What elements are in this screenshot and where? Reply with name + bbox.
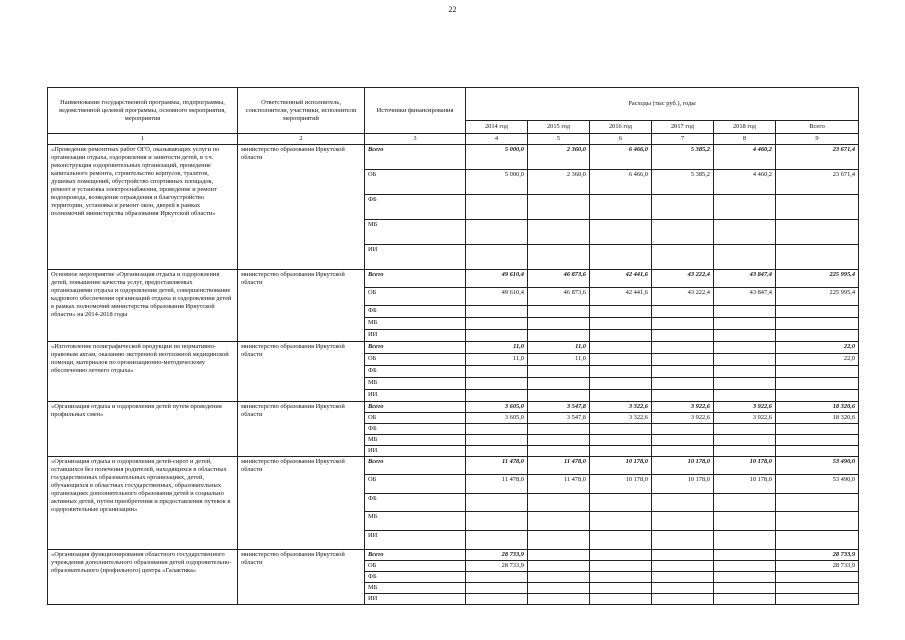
header-year-2015: 2015 год	[528, 121, 590, 134]
year-value: 5 000,0	[466, 145, 528, 170]
responsible-executor: министерство образования Иркутской области	[238, 550, 365, 605]
year-value: 10 178,0	[714, 457, 776, 475]
year-value	[652, 531, 714, 550]
year-value	[528, 561, 590, 572]
year-value	[590, 583, 652, 594]
year-value	[466, 366, 528, 378]
year-value: 28 733,9	[466, 561, 528, 572]
funding-source: ОБ	[365, 354, 466, 366]
year-value: 10 178,0	[714, 475, 776, 494]
responsible-executor: министерство образования Иркутской области	[238, 270, 365, 342]
year-value	[714, 195, 776, 220]
column-number: 1	[48, 134, 238, 145]
table-row	[48, 550, 859, 561]
table-row	[48, 270, 859, 288]
year-value	[466, 583, 528, 594]
activity-name: «Изготовление полиграфической продукции по нормативно-правовым актам, оказанию экстренной неотложной медицинской помощи, материалов по организационно-методическому обеспечению летнего отдыха»	[48, 342, 238, 402]
year-value	[528, 318, 590, 330]
responsible-executor: министерство образования Иркутской области	[238, 342, 365, 402]
year-value	[714, 306, 776, 318]
year-value	[466, 531, 528, 550]
year-value	[528, 572, 590, 583]
year-value	[714, 390, 776, 402]
year-value	[652, 594, 714, 605]
year-value	[652, 390, 714, 402]
year-value: 11 478,0	[466, 457, 528, 475]
year-value	[590, 446, 652, 457]
responsible-executor: министерство образования Иркутской области	[238, 457, 365, 550]
year-value	[714, 330, 776, 342]
funding-source: ИИ	[365, 245, 466, 270]
header-responsible: Ответственный исполнитель, соисполнители, участники, исполнители мероприятий	[238, 88, 365, 134]
year-value: 10 178,0	[652, 475, 714, 494]
year-value: 10 178,0	[590, 457, 652, 475]
total-value	[776, 330, 859, 342]
year-value	[652, 318, 714, 330]
funding-source: МБ	[365, 220, 466, 245]
total-value	[776, 512, 859, 531]
total-value	[776, 494, 859, 512]
year-value	[466, 195, 528, 220]
year-value	[528, 390, 590, 402]
year-value	[590, 424, 652, 435]
year-value: 3 605,0	[466, 413, 528, 424]
year-value	[714, 446, 776, 457]
total-value: 53 490,0	[776, 457, 859, 475]
total-value	[776, 583, 859, 594]
year-value: 2 360,0	[528, 145, 590, 170]
year-value: 46 873,6	[528, 270, 590, 288]
year-value	[528, 494, 590, 512]
total-value	[776, 424, 859, 435]
year-value	[714, 378, 776, 390]
year-value	[652, 494, 714, 512]
year-value	[590, 594, 652, 605]
total-value	[776, 531, 859, 550]
funding-source: ИИ	[365, 531, 466, 550]
funding-source: Всего	[365, 145, 466, 170]
year-value: 3 922,6	[714, 413, 776, 424]
year-value	[590, 330, 652, 342]
year-value	[466, 378, 528, 390]
total-value: 225 995,4	[776, 270, 859, 288]
funding-source: ФБ	[365, 306, 466, 318]
responsible-executor: министерство образования Иркутской области	[238, 145, 365, 270]
total-value: 23 671,4	[776, 170, 859, 195]
year-value	[528, 435, 590, 446]
year-value	[590, 378, 652, 390]
funding-source: Всего	[365, 457, 466, 475]
header-year-2017: 2017 год	[652, 121, 714, 134]
activity-name: «Организация функционирования областного государственного учреждения дополнительного образования детей оздоровительно-образовательного (профильного) центра «Галактика»	[48, 550, 238, 605]
year-value	[590, 531, 652, 550]
year-value: 46 873,6	[528, 288, 590, 306]
funding-source: Всего	[365, 270, 466, 288]
year-value	[466, 390, 528, 402]
funding-source: ИИ	[365, 390, 466, 402]
activity-name: «Проведение ремонтных работ ОГО, оказывающих услуги по организации отдыха, оздоровления и занятости детей, в т.ч. реконструкция оздоровительных организаций, проведение капитального ремонта, строительство корпусов, туалетов, душевых помещений, обустройство спортивных площадок, ремонт и установка электроснабжения, проведение и ремонт водопровода, возведение ограждения и благоустройство территории, установка и ремонт окон, дверей в рамках полномочий министерства образования Иркутской области»	[48, 145, 238, 270]
year-value: 28 733,9	[466, 550, 528, 561]
year-value: 3 922,6	[652, 402, 714, 413]
column-number: 6	[590, 134, 652, 145]
year-value	[714, 424, 776, 435]
year-value	[466, 318, 528, 330]
total-value: 22,0	[776, 342, 859, 354]
year-value: 3 322,6	[590, 402, 652, 413]
year-value: 2 360,0	[528, 170, 590, 195]
funding-source: ФБ	[365, 494, 466, 512]
funding-source: МБ	[365, 318, 466, 330]
year-value: 3 322,6	[590, 413, 652, 424]
year-value	[466, 594, 528, 605]
year-value	[714, 494, 776, 512]
funding-source: МБ	[365, 435, 466, 446]
year-value	[466, 512, 528, 531]
total-value	[776, 366, 859, 378]
year-value	[714, 354, 776, 366]
year-value: 5 385,2	[652, 145, 714, 170]
funding-source: ФБ	[365, 366, 466, 378]
year-value	[590, 195, 652, 220]
header-total: Всего	[776, 121, 859, 134]
funding-source: ФБ	[365, 195, 466, 220]
year-value: 4 460,2	[714, 170, 776, 195]
funding-source: ОБ	[365, 561, 466, 572]
activity-name: «Организация отдыха и оздоровления детей-сирот и детей, оставшихся без попечения родителей, находящихся в областных государственных образовательных организациях, детей, обучающихся в областных государственных, образовательных организациях дополнительного образования детей и социально активных детей, путем приобретения и предоставления путевок в оздоровительные организации»	[48, 457, 238, 550]
year-value	[590, 550, 652, 561]
year-value	[652, 583, 714, 594]
table-row	[48, 457, 859, 475]
year-value	[652, 446, 714, 457]
year-value	[714, 366, 776, 378]
year-value	[714, 512, 776, 531]
table-row	[48, 145, 859, 170]
total-value	[776, 435, 859, 446]
year-value: 49 610,4	[466, 270, 528, 288]
year-value: 3 922,6	[714, 402, 776, 413]
year-value: 5 000,0	[466, 170, 528, 195]
column-number: 2	[238, 134, 365, 145]
year-value	[652, 572, 714, 583]
year-value: 43 847,4	[714, 288, 776, 306]
year-value: 43 222,4	[652, 288, 714, 306]
year-value	[528, 583, 590, 594]
year-value	[466, 446, 528, 457]
year-value: 10 178,0	[590, 475, 652, 494]
budget-table	[47, 87, 859, 605]
funding-source: ОБ	[365, 413, 466, 424]
year-value	[652, 435, 714, 446]
year-value	[590, 561, 652, 572]
funding-source: МБ	[365, 512, 466, 531]
year-value	[590, 390, 652, 402]
total-value: 225 995,4	[776, 288, 859, 306]
year-value: 11,0	[466, 342, 528, 354]
year-value: 43 222,4	[652, 270, 714, 288]
year-value	[528, 550, 590, 561]
funding-source: Всего	[365, 550, 466, 561]
year-value	[590, 572, 652, 583]
funding-source: Всего	[365, 342, 466, 354]
year-value	[652, 550, 714, 561]
year-value	[528, 366, 590, 378]
year-value	[652, 330, 714, 342]
total-value	[776, 390, 859, 402]
funding-source: ФБ	[365, 424, 466, 435]
year-value	[714, 583, 776, 594]
year-value	[466, 435, 528, 446]
total-value	[776, 318, 859, 330]
year-value: 6 466,0	[590, 170, 652, 195]
total-value	[776, 572, 859, 583]
table-row	[48, 342, 859, 354]
year-value	[652, 195, 714, 220]
column-number: 8	[714, 134, 776, 145]
activity-name: Основное мероприятие «Организация отдыха и оздоровления детей, повышение качества услуг, предоставляемых организациями отдыха и оздоровления детей, совершенствование кадрового обеспечения организаций отдыха и оздоровления детей в рамках полномочий министерства образования Иркутской области» на 2014-2018 годы	[48, 270, 238, 342]
year-value	[590, 342, 652, 354]
year-value	[590, 366, 652, 378]
table-body	[48, 145, 859, 605]
year-value	[590, 494, 652, 512]
year-value	[466, 424, 528, 435]
column-number: 5	[528, 134, 590, 145]
year-value	[652, 561, 714, 572]
year-value	[466, 494, 528, 512]
year-value	[652, 366, 714, 378]
year-value	[528, 245, 590, 270]
year-value	[714, 594, 776, 605]
year-value	[652, 512, 714, 531]
page-number: 22	[448, 5, 457, 14]
total-value: 18 320,6	[776, 413, 859, 424]
funding-source: МБ	[365, 378, 466, 390]
year-value	[590, 318, 652, 330]
year-value	[590, 435, 652, 446]
funding-source: Всего	[365, 402, 466, 413]
funding-source: ОБ	[365, 475, 466, 494]
year-value	[590, 245, 652, 270]
year-value	[652, 424, 714, 435]
total-value	[776, 378, 859, 390]
header-name: Наименование государственной программы, подпрограммы, ведомственной целевой программы, основного мероприятия, мероприятия	[48, 88, 238, 134]
total-value: 28 733,9	[776, 550, 859, 561]
year-value: 11 478,0	[528, 457, 590, 475]
year-value	[528, 446, 590, 457]
header-year-2018: 2018 год	[714, 121, 776, 134]
year-value	[652, 378, 714, 390]
funding-source: ИИ	[365, 594, 466, 605]
year-value: 11 478,0	[466, 475, 528, 494]
funding-source: ИИ	[365, 330, 466, 342]
year-value: 43 847,4	[714, 270, 776, 288]
year-value	[528, 306, 590, 318]
year-value: 10 178,0	[652, 457, 714, 475]
column-number: 3	[365, 134, 466, 145]
year-value	[714, 245, 776, 270]
year-value	[714, 342, 776, 354]
year-value	[590, 512, 652, 531]
table-row	[48, 402, 859, 413]
year-value	[714, 572, 776, 583]
year-value	[714, 220, 776, 245]
year-value: 4 460,2	[714, 145, 776, 170]
year-value: 3 547,8	[528, 413, 590, 424]
year-value	[652, 342, 714, 354]
year-value	[714, 550, 776, 561]
year-value: 11 478,0	[528, 475, 590, 494]
year-value	[466, 245, 528, 270]
column-number: 4	[466, 134, 528, 145]
year-value: 5 385,2	[652, 170, 714, 195]
year-value	[528, 220, 590, 245]
year-value	[652, 245, 714, 270]
total-value: 22,0	[776, 354, 859, 366]
year-value	[652, 354, 714, 366]
year-value	[528, 195, 590, 220]
year-value: 3 922,6	[652, 413, 714, 424]
total-value	[776, 594, 859, 605]
funding-source: ФБ	[365, 572, 466, 583]
total-value: 18 320,6	[776, 402, 859, 413]
year-value: 3 605,0	[466, 402, 528, 413]
year-value	[466, 306, 528, 318]
year-value	[652, 220, 714, 245]
year-value	[528, 330, 590, 342]
year-value: 49 610,4	[466, 288, 528, 306]
year-value	[528, 424, 590, 435]
year-value: 11,0	[528, 354, 590, 366]
total-value	[776, 446, 859, 457]
year-value	[466, 220, 528, 245]
year-value: 42 441,6	[590, 288, 652, 306]
year-value	[714, 531, 776, 550]
total-value: 53 490,0	[776, 475, 859, 494]
funding-source: ИИ	[365, 446, 466, 457]
header-year-2016: 2016 год	[590, 121, 652, 134]
year-value	[590, 306, 652, 318]
responsible-executor: министерство образования Иркутской области	[238, 402, 365, 457]
year-value: 11,0	[528, 342, 590, 354]
funding-source: МБ	[365, 583, 466, 594]
year-value	[714, 561, 776, 572]
year-value	[652, 306, 714, 318]
total-value: 23 671,4	[776, 145, 859, 170]
column-number: 9	[776, 134, 859, 145]
year-value	[466, 572, 528, 583]
header-sources: Источники финансирования	[365, 88, 466, 134]
year-value: 11,0	[466, 354, 528, 366]
total-value: 28 733,9	[776, 561, 859, 572]
total-value	[776, 220, 859, 245]
year-value: 3 547,8	[528, 402, 590, 413]
year-value	[590, 220, 652, 245]
funding-source: ОБ	[365, 170, 466, 195]
activity-name: «Организация отдыха и оздоровления детей путем проведения профильных смен»	[48, 402, 238, 457]
column-number: 7	[652, 134, 714, 145]
year-value	[466, 330, 528, 342]
year-value	[714, 318, 776, 330]
year-value	[528, 378, 590, 390]
year-value	[528, 594, 590, 605]
header-expenses: Расходы (тыс руб.), годы	[466, 88, 859, 121]
header-year-2014: 2014 год	[466, 121, 528, 134]
year-value: 6 466,0	[590, 145, 652, 170]
total-value	[776, 195, 859, 220]
total-value	[776, 306, 859, 318]
year-value	[590, 354, 652, 366]
year-value: 42 441,6	[590, 270, 652, 288]
total-value	[776, 245, 859, 270]
funding-source: ОБ	[365, 288, 466, 306]
year-value	[528, 512, 590, 531]
year-value	[714, 435, 776, 446]
year-value	[528, 531, 590, 550]
